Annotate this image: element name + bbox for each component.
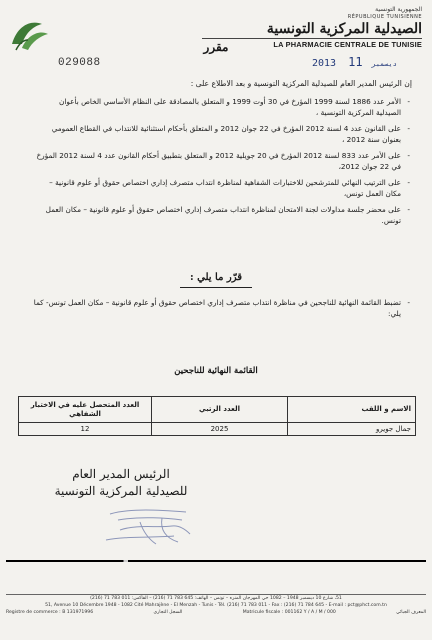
signature-title <box>46 466 196 500</box>
date-stamp <box>312 55 400 69</box>
date-day: 11 <box>348 55 363 69</box>
cell-oral-score: 12 <box>19 423 152 436</box>
clause-item: - الأمر عدد 1886 لسنة 1999 المؤرخ في 30 أوت 1999 و المتعلق بالمصادقة على النظام الأساسي الخاص بأعوان الصيدلية المركزية التونسية ، <box>35 96 410 118</box>
column-header-rank: العدد الرتبي <box>152 397 288 423</box>
decision-heading: قرّر ما يلي : <box>189 272 243 283</box>
decision-underline <box>180 287 252 288</box>
footer-registry-ar: السجل التجاري <box>153 610 183 615</box>
page-footer <box>0 596 432 615</box>
clause-item: - على محضر جلسة مداولات لجنة الامتحان لمناظرة انتداب متصرف إداري اختصاص حقوق أو علوم قانونية – مكان العمل تونس. <box>35 204 410 226</box>
signature-title-line2: للصيدلية المركزية التونسية <box>54 484 188 498</box>
brand-divider <box>6 560 426 562</box>
clause-item: - على الترتيب النهائي للمترشحين للاختبارات الشفاهية لمناظرة انتداب متصرف إداري اختصاص حقوق أو علوم قانونية – مكان العمل تونس، <box>35 177 410 199</box>
results-table <box>18 396 416 436</box>
footer-address-ar: 51، شارع 10 ديسمبر 1948 – 1082 حي المهرجان المنزه – تونس – الهاتف: 645 783 71 (216) – الفاكس: 011 783 71 (216) <box>90 596 342 601</box>
column-header-name: الاسم و اللقب <box>288 397 416 423</box>
cell-name: جمال جويرو <box>288 423 416 436</box>
footer-fiscal-ar: المعرف الجبائي <box>396 610 426 615</box>
date-year: 2013 <box>312 58 337 69</box>
signature-stamp-icon <box>90 500 210 552</box>
footer-address-fr: 51, Avenue 10 Décembre 1948 - 1082 Cité Mahrajène - El Menzah - Tunis - Tél. (216) 71 783 011 - Fax : (216) 71 784 645 - E-mail : pct@phct.com.tn <box>45 603 387 608</box>
clauses-list <box>35 96 410 231</box>
intro-paragraph: إن الرئيس المدير العام للصيدلية المركزية التونسية و بعد الاطلاع على : <box>190 79 412 88</box>
table-row <box>19 423 416 436</box>
clause-item: - على الأمر عدد 833 لسنة 2012 المؤرخ في 20 جويلية 2012 و المتعلق بتطبيق أحكام القانون عدد 4 لسنة 2012 المؤرخ في 22 جوان 2012، <box>35 150 410 172</box>
footer-fiscal-fr: Matricule fiscale : 001162 Y / A / M / 000 <box>242 610 336 615</box>
table-header-row <box>19 397 416 423</box>
footer-registry <box>0 610 432 615</box>
organization-name-fr: LA PHARMACIE CENTRALE DE TUNISIE <box>202 38 422 49</box>
document-title: مقرر <box>203 40 229 54</box>
article-paragraph: - تضبط القائمة النهائية للناجحين في مناظرة انتداب متصرف إداري اختصاص حقوق أو علوم قانونية – مكان العمل تونس- كما يلي: <box>25 297 410 319</box>
reference-number: 029088 <box>58 57 101 69</box>
footer-divider <box>6 594 426 595</box>
republic-name-fr: RÉPUBLIQUE TUNISIENNE <box>347 14 422 20</box>
cell-rank: 2025 <box>152 423 288 436</box>
organization-name-ar: الصيدلية المركزية التونسية <box>266 21 422 37</box>
results-list-title: القائمة النهائية للناجحين <box>174 366 258 376</box>
clause-item: - على القانون عدد 4 لسنة 2012 المؤرخ في 22 جوان 2012 و المتعلق بأحكام استثنائية للانتداب في القطاع العمومي بعنوان سنة 2012 ، <box>35 123 410 145</box>
signature-title-line1: الرئيس المدير العام <box>72 467 170 481</box>
date-month: ديسمبر <box>371 60 397 68</box>
column-header-oral-score: العدد المتحصل عليه في الاختبار الشفاهي <box>19 397 152 423</box>
republic-name-ar: الجمهورية التونسية <box>375 6 422 13</box>
footer-registry-fr: Registre de commerce : B 131971996 <box>6 610 94 615</box>
